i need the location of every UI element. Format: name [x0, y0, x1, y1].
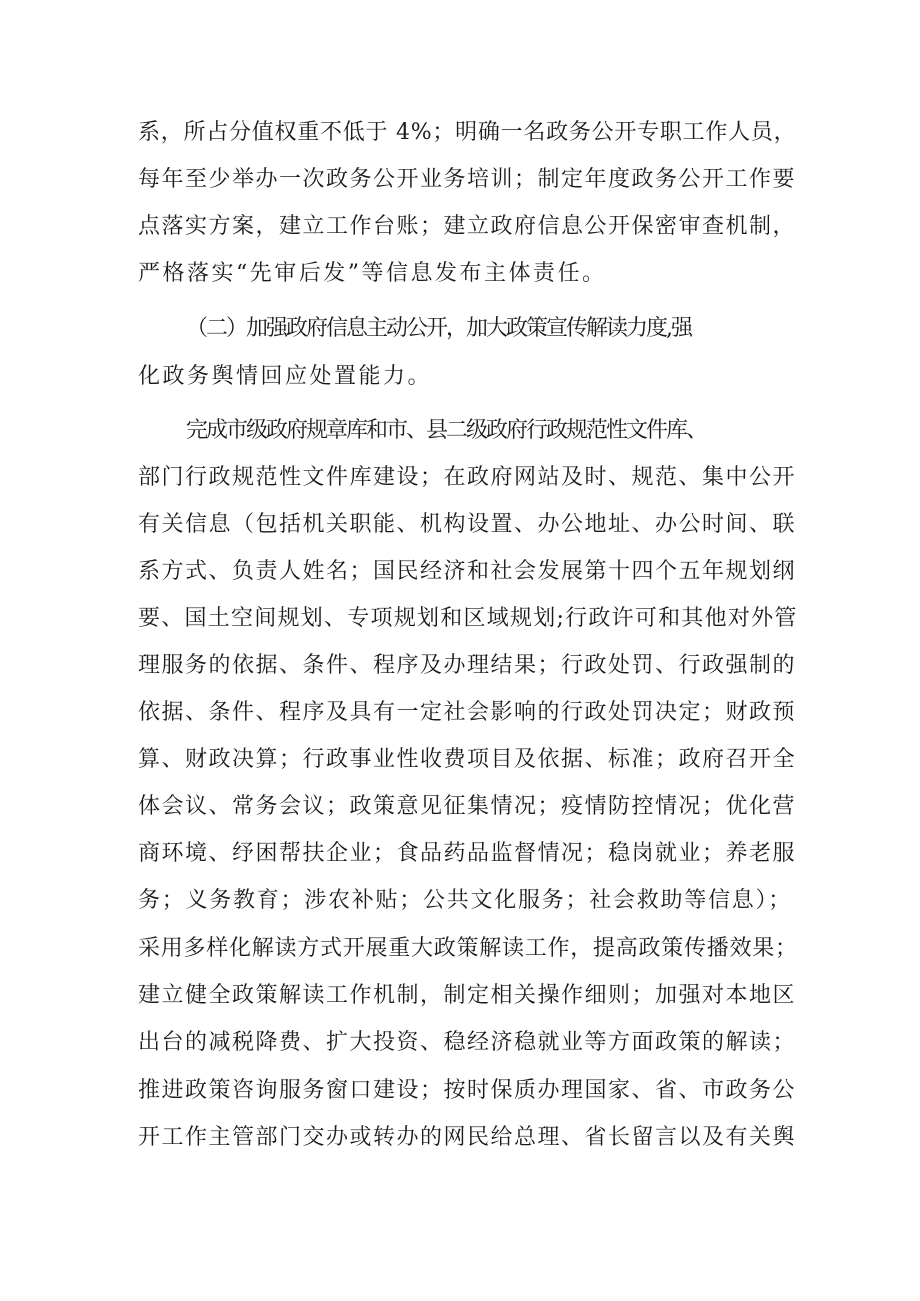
text-line: 体会议、常务会议；政策意见征集情况；疫情防控情况；优化营: [138, 794, 797, 819]
text-line: 每年至少举办一次政务公开业务培训；制定年度政务公开工作要: [138, 167, 797, 192]
text-line: 系，所占分值权重不低于 4%；明确一名政务公开专职工作人员，: [138, 120, 797, 145]
text-line: 依据、条件、程序及具有一定社会影响的行政处罚决定；财政预: [138, 700, 797, 725]
text-line: 点落实方案，建立工作台账；建立政府信息公开保密审查机制，: [138, 214, 797, 239]
text-line: 有关信息（包括机关职能、机构设置、办公地址、办公时间、联: [138, 512, 797, 537]
section-heading-line: 化政务舆情回应处置能力。: [138, 364, 433, 389]
text-line: 开工作主管部门交办或转办的网民给总理、省长留言以及有关舆: [138, 1125, 797, 1150]
text-line: 理服务的依据、条件、程序及办理结果；行政处罚、行政强制的: [138, 653, 797, 678]
text-line: 建立健全政策解读工作机制，制定相关操作细则；加强对本地区: [138, 983, 797, 1008]
text-line: 部门行政规范性文件库建设；在政府网站及时、规范、集中公开: [138, 465, 797, 490]
text-line: 算、财政决算；行政事业性收费项目及依据、标准；政府召开全: [138, 747, 797, 772]
text-line: 要、国土空间规划、专项规划和区域规划;行政许可和其他对外管: [138, 606, 798, 631]
text-line: 出台的减税降费、扩大投资、稳经济稳就业等方面政策的解读；: [138, 1030, 797, 1055]
text-line: 商环境、纾困帮扶企业；食品药品监督情况；稳岗就业；养老服: [138, 841, 797, 866]
section-heading-line: （二）加强政府信息主动公开，加大政策宣传解读力度,强: [186, 316, 691, 341]
text-line: 严格落实“先审后发”等信息发布主体责任。: [138, 261, 607, 286]
text-line: 完成市级政府规章库和市、县二级政府行政规范性文件库、: [186, 418, 707, 443]
text-line: 采用多样化解读方式开展重大政策解读工作，提高政策传播效果；: [138, 936, 798, 961]
text-line: 推进政策咨询服务窗口建设；按时保质办理国家、省、市政务公: [138, 1078, 797, 1103]
text-line: 务；义务教育；涉农补贴；公共文化服务；社会救助等信息）；: [138, 888, 793, 913]
text-line: 系方式、负责人姓名；国民经济和社会发展第十四个五年规划纲: [138, 559, 797, 584]
